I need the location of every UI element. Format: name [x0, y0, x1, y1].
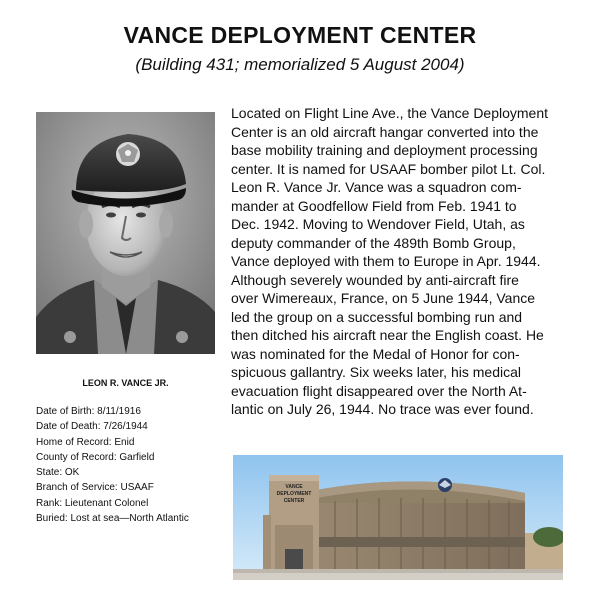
fact-branch-of-service: Branch of Service: USAAF [36, 482, 154, 494]
fact-buried: Buried: Lost at sea—North Atlantic [36, 513, 189, 525]
bio-line: spicuous gallantry. Six weeks later, his medical [231, 364, 521, 380]
fact-home-of-record: Home of Record: Enid [36, 436, 135, 448]
bio-line: evacuation flight disappeared over the North At- [231, 382, 527, 399]
bio-line: Center is an old aircraft hangar converted into the [231, 123, 539, 140]
page-title: VANCE DEPLOYMENT CENTER [123, 22, 477, 48]
bio-line: then ditched his aircraft near the English coast. He [231, 327, 544, 343]
building-photo [233, 455, 563, 580]
fact-rank: Rank: Lieutenant Colonel [36, 497, 149, 509]
bio-line: base mobility training and deployment processing [231, 142, 538, 158]
bio-line: center. It is named for USAAF bomber pilot Lt. Col. [231, 160, 546, 177]
sign-line-3: CENTER [283, 498, 305, 504]
fact-date-of-birth: Date of Birth: 8/11/1916 [36, 406, 141, 417]
building-illustration [233, 455, 563, 580]
bio-line: mander at Goodfellow Field from Feb. 1941 to [231, 197, 517, 214]
bio-line: over Wimereaux, France, on 5 June 1944, Vance [231, 290, 536, 306]
service-facts-list [36, 404, 226, 526]
bio-line: Although severely wounded by anti-aircraft fire [231, 271, 519, 288]
bio-line: Leon R. Vance Jr. Vance was a squadron com- [231, 179, 522, 195]
fact-county-of-record: County of Record: Garfield [36, 451, 155, 463]
portrait-photo [36, 112, 215, 354]
sign-line-1: VANCE [285, 484, 303, 490]
sign-line-2: DEPLOYMENT [276, 491, 312, 497]
bio-line: Located on Flight Line Ave., the Vance Deployment [231, 105, 549, 121]
biography-paragraph [231, 104, 579, 419]
bio-line: led the group on a successful bombing run and [231, 308, 523, 325]
bio-line: Vance deployed with them to Europe in Apr. 1944. [231, 253, 541, 269]
fact-date-of-death: Date of Death: 7/26/1944 [36, 421, 148, 433]
page-subtitle: (Building 431; memorialized 5 August 2004) [135, 55, 465, 74]
portrait-caption: LEON R. VANCE JR. [82, 378, 169, 388]
fact-state: State: OK [36, 467, 80, 479]
portrait-illustration [36, 112, 215, 354]
bio-line: deputy commander of the 489th Bomb Group, [231, 234, 516, 251]
bio-line: Dec. 1942. Moving to Wendover Field, Utah, as [231, 216, 525, 232]
bio-line: was nominated for the Medal of Honor for con- [231, 345, 520, 362]
bio-line: lantic on July 26, 1944. No trace was ever found. [231, 401, 534, 417]
